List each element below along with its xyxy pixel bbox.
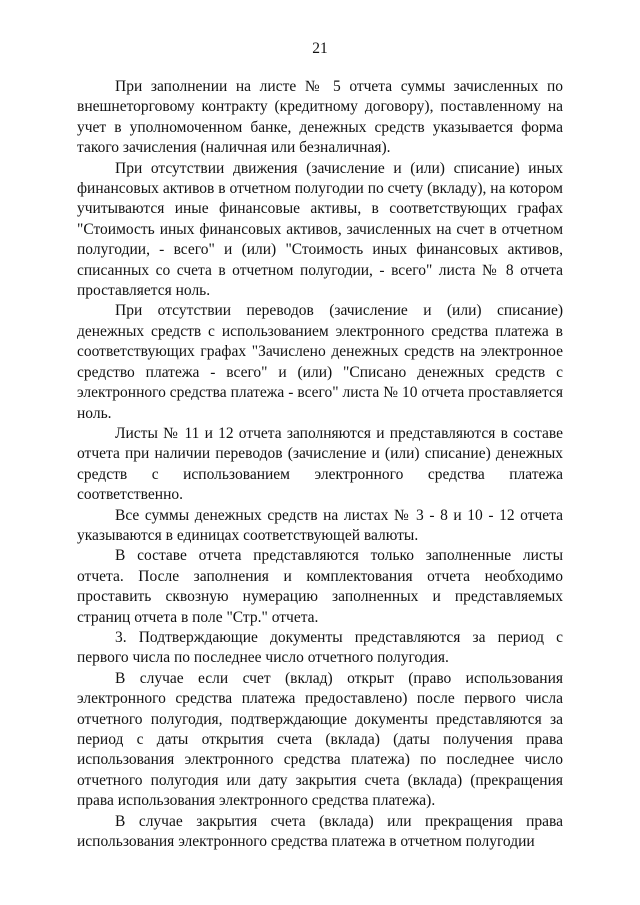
paragraph-no-electronic-transfers: При отсутствии переводов (зачисление и (или) списание) денежных средств с использованием электронного средства платежа в соответствующих графах "Зачислено денежных средств на электронное средство платежа - всего" и (или) "Списано денежных средств с электронного средства платежа - всего" листа № 10 отчета проставляется ноль.	[77, 302, 563, 422]
paragraph-currency-units: Все суммы денежных средств на листах № 3 - 8 и 10 - 12 отчета указываются в единицах соответствующей валюты.	[77, 506, 563, 544]
paragraph-sheets-11-12: Листы № 11 и 12 отчета заполняются и представляются в составе отчета при наличии переводов (зачисление и (или) списание) денежных средств с использованием электронного средства платежа соответственно.	[77, 424, 563, 504]
page-number: 21	[312, 40, 328, 57]
document-body	[77, 77, 563, 852]
paragraph-sheet-5-credit-form: При заполнении на листе № 5 отчета суммы зачисленных по внешнеторговому контракту (кредитному договору), поставленному на учет в уполномоченном банке, денежных средств указывается форма такого зачисления (наличная или безналичная).	[77, 78, 563, 157]
paragraph-filled-sheets-numbering: В составе отчета представляются только заполненные листы отчета. После заполнения и комплектования отчета необходимо проставить сквозную нумерацию заполненных и представляемых страниц отчета в поле "Стр." отчета.	[77, 547, 563, 626]
paragraph-supporting-documents-period: 3. Подтверждающие документы представляются за период с первого числа по последнее число отчетного полугодия.	[77, 628, 563, 667]
paragraph-account-closed-in-period: В случае закрытия счета (вклада) или прекращения права использования электронного средства платежа в отчетном полугодии	[77, 812, 563, 851]
paragraph-account-opened-after-first-day: В случае если счет (вклад) открыт (право использования электронного средства платежа предоставлено) после первого числа отчетного полугодия, подтверждающие документы представляются за период с даты открытия счета (вклада) (даты получения права использования электронного средства платежа) по последнее число отчетного полугодия или дату закрытия счета (вклада) (прекращения права использования электронного средства платежа).	[77, 669, 563, 810]
paragraph-no-movement-financial-assets: При отсутствии движения (зачисление и (или) списание) иных финансовых активов в отчетном полугодии по счету (вкладу), на котором учитываются иные финансовые активы, в соответствующих графах "Стоимость иных финансовых активов, зачисленных на счет в отчетном полугодии, - всего" и (или) "Стоимость иных финансовых активов, списанных со счета в отчетном полугодии, - всего" листа № 8 отчета проставляется ноль.	[77, 159, 563, 300]
